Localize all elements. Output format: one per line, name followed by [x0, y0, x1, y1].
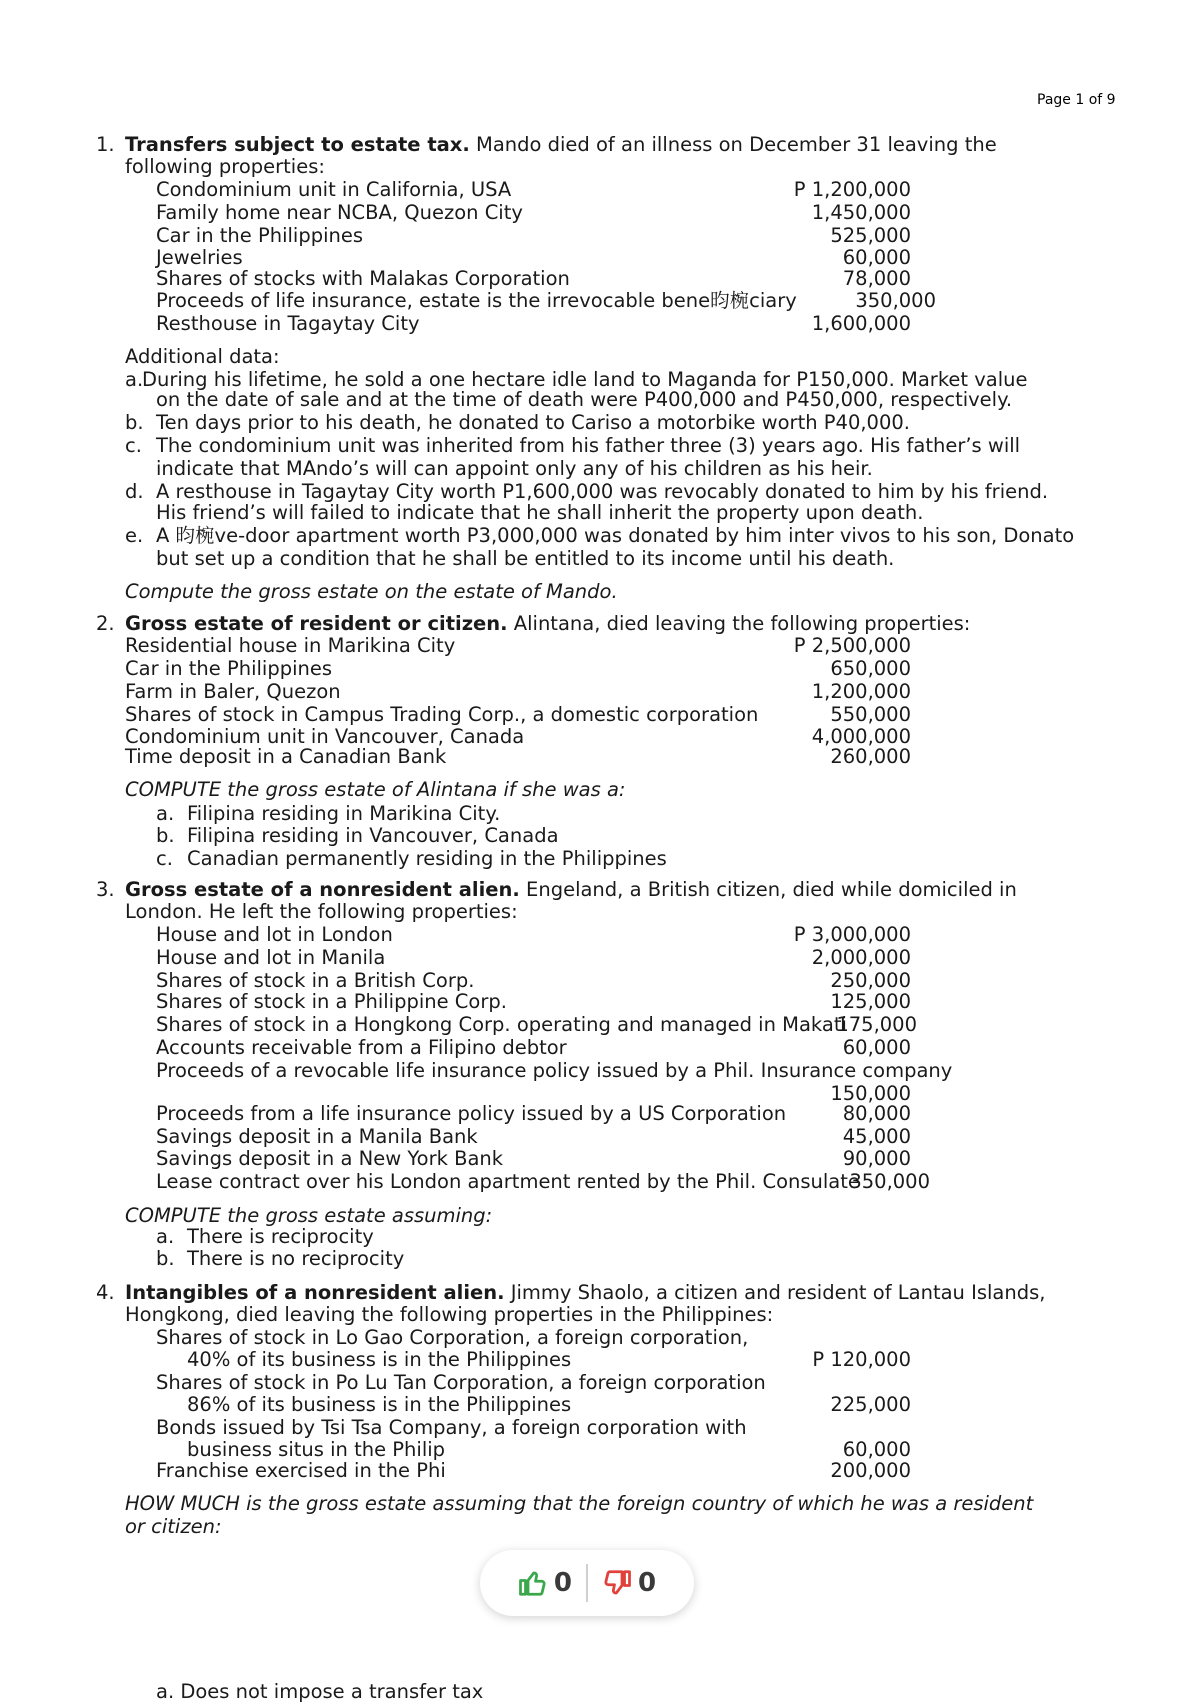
q4-item-label: Shares of stock in Lo Gao Corporation, a foreign corporation, — [156, 1326, 749, 1349]
q3-heading — [125, 878, 1017, 902]
q3-item-value: 80,000 — [842, 1102, 911, 1125]
q1-note-marker: d. — [125, 480, 144, 503]
q3-title: Gross estate of a nonresident alien. — [125, 878, 520, 901]
q2-item-label: Shares of stock in Campus Trading Corp., a domestic corporation — [125, 703, 759, 726]
q1-note-marker: b. — [125, 411, 144, 434]
q3-item-value: 45,000 — [842, 1125, 911, 1148]
q3-item-label: Shares of stock in a Philippine Corp. — [156, 990, 507, 1013]
q3-number: 3. — [96, 878, 115, 901]
q2-item-label: Farm in Baler, Quezon — [125, 680, 341, 703]
q1-item-label: Condominium unit in California, USA — [156, 178, 512, 201]
q1-item-label: Jewelries — [156, 246, 243, 269]
q2-option-marker: a. — [156, 802, 175, 825]
upvote-count: 0 — [553, 1568, 572, 1598]
q2-option-text: Filipina residing in Marikina City. — [187, 802, 501, 825]
q1-heading — [125, 133, 997, 157]
q1-item-value: 525,000 — [830, 224, 911, 247]
downvote-button[interactable] — [602, 1568, 656, 1598]
q3-option-marker: b. — [156, 1247, 175, 1270]
q1-item-value: 78,000 — [842, 267, 911, 290]
q4-intro-cont: Hongkong, died leaving the following properties in the Philippines: — [125, 1303, 774, 1326]
q1-number: 1. — [96, 133, 115, 156]
q3-item-value: 125,000 — [830, 990, 911, 1013]
q3-item-value: 250,000 — [830, 969, 911, 992]
q1-item-label: Car in the Philippines — [156, 224, 364, 247]
q3-option-text: There is no reciprocity — [187, 1247, 405, 1270]
downvote-count: 0 — [638, 1568, 657, 1598]
q4-item-value: 200,000 — [830, 1459, 911, 1482]
q4-item-label: Shares of stock in Po Lu Tan Corporation, a foreign corporation — [156, 1371, 766, 1394]
q2-task: COMPUTE the gross estate of Alintana if she was a: — [125, 778, 626, 801]
q1-item-value: 1,600,000 — [811, 312, 911, 335]
q3-item-label: Shares of stock in a Hongkong Corp. operating and managed in Makati — [156, 1013, 847, 1036]
q1-note-text: on the date of sale and at the time of death were P400,000 and P450,000, respectively. — [156, 388, 1013, 411]
q1-item-value: P 1,200,000 — [793, 178, 911, 201]
q4-option: a. Does not impose a transfer tax — [156, 1680, 484, 1703]
q2-item-value: 1,200,000 — [811, 680, 911, 703]
q2-item-label: Residential house in Marikina City — [125, 634, 456, 657]
q3-item-label: House and lot in Manila — [156, 946, 386, 969]
q1-item-value: 60,000 — [842, 246, 911, 269]
q4-item-value: 225,000 — [830, 1393, 911, 1416]
q3-item-label: Proceeds from a life insurance policy issued by a US Corporation — [156, 1102, 787, 1125]
q1-item-label: Family home near NCBA, Quezon City — [156, 201, 523, 224]
q1-note-text: The condominium unit was inherited from his father three (3) years ago. His father’s will — [156, 434, 1021, 457]
q2-title: Gross estate of resident or citizen. — [125, 612, 508, 635]
q2-item-label: Time deposit in a Canadian Bank — [125, 745, 447, 768]
vote-widget — [480, 1550, 694, 1616]
q1-item-value: 1,450,000 — [811, 201, 911, 224]
q3-item-value: 2,000,000 — [811, 946, 911, 969]
q1-note-text: A 昀椀ve-door apartment worth P3,000,000 was donated by him inter vivos to his son, Donato — [156, 524, 1075, 547]
q4-item-label: business situs in the Philip — [187, 1438, 446, 1461]
q1-note-marker: c. — [125, 434, 142, 457]
q2-item-value: 550,000 — [830, 703, 911, 726]
thumbs-up-icon — [518, 1568, 548, 1598]
q1-item-label: Shares of stocks with Malakas Corporation — [156, 267, 570, 290]
q1-note-text: but set up a condition that he shall be entitled to its income until his death. — [156, 547, 895, 570]
q2-item-value: 650,000 — [830, 657, 911, 680]
q3-intro: Engeland, a British citizen, died while domiciled in — [519, 878, 1017, 901]
q3-intro-cont: London. He left the following properties: — [125, 900, 518, 923]
q4-item-label: 86% of its business is in the Philippines — [187, 1393, 572, 1416]
q4-number: 4. — [96, 1281, 115, 1304]
q3-item-label: Savings deposit in a New York Bank — [156, 1147, 504, 1170]
q4-heading — [125, 1281, 1045, 1305]
q3-item-label: Shares of stock in a British Corp. — [156, 969, 475, 992]
q3-item-label: Lease contract over his London apartment rented by the Phil. Consulate — [156, 1170, 860, 1193]
q1-note-marker: e. — [125, 524, 144, 547]
q2-heading — [125, 612, 970, 636]
q3-item-value: 60,000 — [842, 1036, 911, 1059]
q3-item-value: 350,000 — [849, 1170, 930, 1193]
q2-intro: Alintana, died leaving the following properties: — [507, 612, 971, 635]
q1-title: Transfers subject to estate tax. — [125, 133, 470, 156]
q3-item-label: House and lot in London — [156, 923, 393, 946]
q3-item-label: Accounts receivable from a Filipino debtor — [156, 1036, 567, 1059]
q1-intro-cont: following properties: — [125, 155, 325, 178]
q3-item-value: 150,000 — [830, 1082, 911, 1105]
q2-item-value: P 2,500,000 — [793, 634, 911, 657]
q3-option-text: There is reciprocity — [187, 1225, 374, 1248]
q1-note-text: His friend’s will failed to indicate that he shall inherit the property upon death. — [156, 501, 924, 524]
q2-option-marker: c. — [156, 847, 173, 870]
q4-item-value: 60,000 — [842, 1438, 911, 1461]
q4-task: HOW MUCH is the gross estate assuming that the foreign country of which he was a resident — [125, 1492, 1034, 1515]
q3-item-label: Proceeds of a revocable life insurance policy issued by a Phil. Insurance company — [156, 1059, 953, 1082]
q4-intro: Jimmy Shaolo, a citizen and resident of Lantau Islands, — [504, 1281, 1046, 1304]
q1-item-label: Resthouse in Tagaytay City — [156, 312, 420, 335]
q1-additional-label: Additional data: — [125, 345, 280, 368]
thumbs-down-icon — [602, 1568, 632, 1598]
q2-option-text: Filipina residing in Vancouver, Canada — [187, 824, 559, 847]
upvote-button[interactable] — [518, 1568, 572, 1598]
q2-option-text: Canadian permanently residing in the Philippines — [187, 847, 667, 870]
q1-item-value: 350,000 — [855, 289, 936, 312]
q2-item-label: Car in the Philippines — [125, 657, 333, 680]
q2-item-label: Condominium unit in Vancouver, Canada — [125, 725, 525, 748]
vote-divider — [586, 1564, 588, 1602]
q3-item-value: P 3,000,000 — [793, 923, 911, 946]
q3-option-marker: a. — [156, 1225, 175, 1248]
q4-item-label: Franchise exercised in the Phi — [156, 1459, 446, 1482]
q3-item-value: 90,000 — [842, 1147, 911, 1170]
q1-note-text: Ten days prior to his death, he donated to Cariso a motorbike worth P40,000. — [156, 411, 910, 434]
q1-item-label: Proceeds of life insurance, estate is the irrevocable bene昀椀ciary — [156, 289, 797, 312]
q2-number: 2. — [96, 612, 115, 635]
q1-note-marker: a. — [125, 368, 144, 391]
q1-intro: Mando died of an illness on December 31 leaving the — [469, 133, 997, 156]
page-number: Page 1 of 9 — [1037, 92, 1116, 108]
q2-option-marker: b. — [156, 824, 175, 847]
q1-task: Compute the gross estate on the estate of Mando. — [125, 580, 618, 603]
q1-note-text: indicate that MAndo’s will can appoint only any of his children as his heir. — [156, 457, 873, 480]
q4-task-cont: or citizen: — [125, 1515, 222, 1538]
q4-item-label: Bonds issued by Tsi Tsa Company, a foreign corporation with — [156, 1416, 747, 1439]
q3-task: COMPUTE the gross estate assuming: — [125, 1204, 493, 1227]
q1-note-text: A resthouse in Tagaytay City worth P1,600,000 was revocably donated to him by his friend. — [156, 480, 1049, 503]
q3-item-label: Savings deposit in a Manila Bank — [156, 1125, 478, 1148]
q1-note-text: During his lifetime, he sold a one hectare idle land to Maganda for P150,000. Market value — [142, 368, 1028, 391]
q2-item-value: 260,000 — [830, 745, 911, 768]
q4-item-label: 40% of its business is in the Philippines — [187, 1348, 572, 1371]
q2-item-value: 4,000,000 — [811, 725, 911, 748]
q3-item-value: 175,000 — [836, 1013, 917, 1036]
q4-title: Intangibles of a nonresident alien. — [125, 1281, 505, 1304]
q4-item-value: P 120,000 — [812, 1348, 911, 1371]
